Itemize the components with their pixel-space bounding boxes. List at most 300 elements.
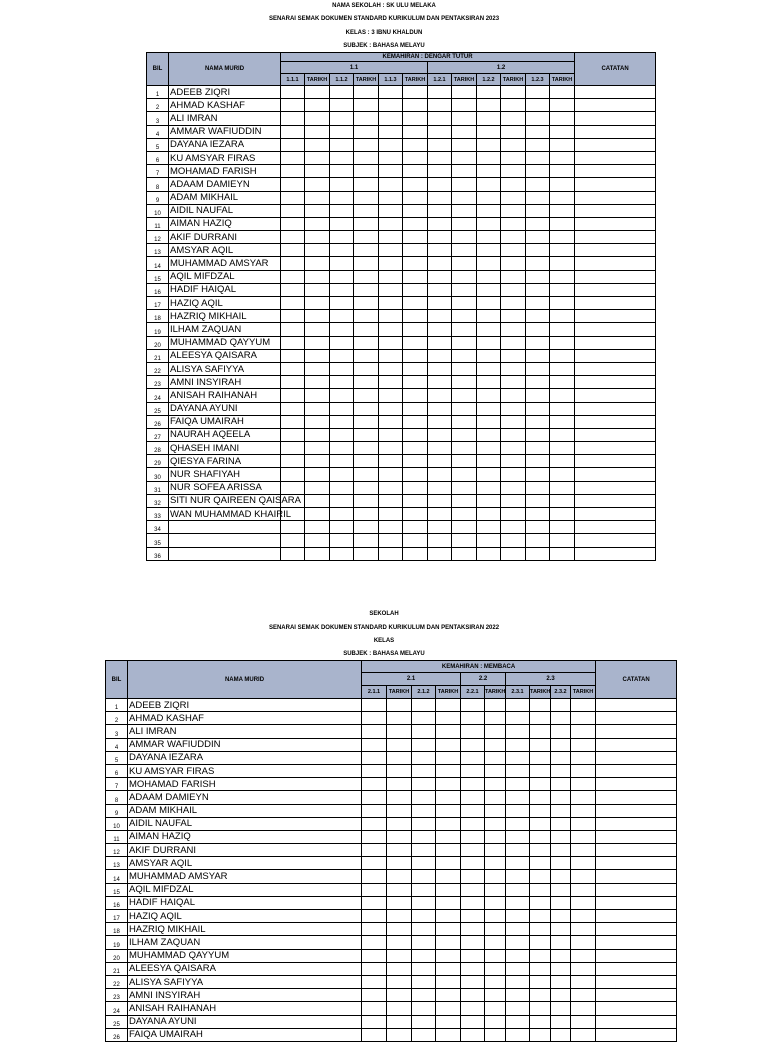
check-cell[interactable] [305,508,330,521]
check-cell[interactable] [281,151,305,164]
check-cell[interactable] [387,975,412,988]
check-cell[interactable] [571,936,596,949]
check-cell[interactable] [428,402,452,415]
check-cell[interactable] [281,283,305,296]
check-cell[interactable] [485,975,506,988]
check-cell[interactable] [412,804,436,817]
check-cell[interactable] [550,99,575,112]
catatan-cell[interactable] [575,415,656,428]
check-cell[interactable] [412,936,436,949]
check-cell[interactable] [506,857,530,870]
check-cell[interactable] [526,376,550,389]
check-cell[interactable] [379,191,403,204]
check-cell[interactable] [477,481,501,494]
check-cell[interactable] [403,336,428,349]
check-cell[interactable] [436,962,461,975]
check-cell[interactable] [530,975,551,988]
check-cell[interactable] [501,125,526,138]
check-cell[interactable] [330,125,354,138]
catatan-cell[interactable] [575,468,656,481]
check-cell[interactable] [305,112,330,125]
check-cell[interactable] [501,389,526,402]
check-cell[interactable] [452,508,477,521]
check-cell[interactable] [428,244,452,257]
check-cell[interactable] [330,99,354,112]
check-cell[interactable] [403,349,428,362]
check-cell[interactable] [362,975,387,988]
check-cell[interactable] [403,402,428,415]
check-cell[interactable] [428,86,452,99]
check-cell[interactable] [550,178,575,191]
check-cell[interactable] [477,151,501,164]
check-cell[interactable] [403,244,428,257]
check-cell[interactable] [362,1028,387,1041]
check-cell[interactable] [452,442,477,455]
check-cell[interactable] [330,165,354,178]
check-cell[interactable] [506,830,530,843]
check-cell[interactable] [526,112,550,125]
catatan-cell[interactable] [575,165,656,178]
check-cell[interactable] [477,191,501,204]
check-cell[interactable] [530,764,551,777]
check-cell[interactable] [403,376,428,389]
check-cell[interactable] [362,857,387,870]
check-cell[interactable] [412,764,436,777]
check-cell[interactable] [305,125,330,138]
check-cell[interactable] [403,389,428,402]
catatan-cell[interactable] [596,896,677,909]
check-cell[interactable] [485,962,506,975]
check-cell[interactable] [412,923,436,936]
check-cell[interactable] [506,699,530,712]
check-cell[interactable] [506,712,530,725]
check-cell[interactable] [362,949,387,962]
check-cell[interactable] [362,936,387,949]
catatan-cell[interactable] [575,547,656,560]
check-cell[interactable] [412,791,436,804]
check-cell[interactable] [506,910,530,923]
check-cell[interactable] [530,738,551,751]
check-cell[interactable] [428,191,452,204]
check-cell[interactable] [412,738,436,751]
check-cell[interactable] [530,910,551,923]
catatan-cell[interactable] [575,231,656,244]
check-cell[interactable] [485,778,506,791]
check-cell[interactable] [305,204,330,217]
check-cell[interactable] [354,231,379,244]
catatan-cell[interactable] [575,204,656,217]
check-cell[interactable] [550,442,575,455]
check-cell[interactable] [354,204,379,217]
check-cell[interactable] [477,376,501,389]
check-cell[interactable] [281,310,305,323]
check-cell[interactable] [461,712,485,725]
check-cell[interactable] [362,751,387,764]
check-cell[interactable] [551,962,571,975]
catatan-cell[interactable] [575,244,656,257]
check-cell[interactable] [550,508,575,521]
check-cell[interactable] [551,725,571,738]
check-cell[interactable] [428,494,452,507]
check-cell[interactable] [436,936,461,949]
check-cell[interactable] [412,962,436,975]
check-cell[interactable] [403,178,428,191]
check-cell[interactable] [477,389,501,402]
catatan-cell[interactable] [596,883,677,896]
check-cell[interactable] [506,975,530,988]
check-cell[interactable] [452,217,477,230]
check-cell[interactable] [501,481,526,494]
catatan-cell[interactable] [596,764,677,777]
check-cell[interactable] [281,125,305,138]
check-cell[interactable] [436,896,461,909]
check-cell[interactable] [428,468,452,481]
check-cell[interactable] [354,508,379,521]
check-cell[interactable] [530,817,551,830]
check-cell[interactable] [281,204,305,217]
check-cell[interactable] [452,362,477,375]
check-cell[interactable] [379,376,403,389]
check-cell[interactable] [461,936,485,949]
check-cell[interactable] [403,270,428,283]
check-cell[interactable] [428,125,452,138]
check-cell[interactable] [281,521,305,534]
check-cell[interactable] [412,883,436,896]
check-cell[interactable] [281,257,305,270]
check-cell[interactable] [387,764,412,777]
check-cell[interactable] [281,376,305,389]
check-cell[interactable] [571,962,596,975]
check-cell[interactable] [530,712,551,725]
check-cell[interactable] [485,1015,506,1028]
check-cell[interactable] [485,923,506,936]
check-cell[interactable] [330,547,354,560]
check-cell[interactable] [530,699,551,712]
check-cell[interactable] [530,725,551,738]
check-cell[interactable] [412,949,436,962]
check-cell[interactable] [305,178,330,191]
check-cell[interactable] [452,231,477,244]
check-cell[interactable] [403,99,428,112]
check-cell[interactable] [281,297,305,310]
check-cell[interactable] [551,923,571,936]
check-cell[interactable] [354,376,379,389]
check-cell[interactable] [550,270,575,283]
check-cell[interactable] [387,936,412,949]
catatan-cell[interactable] [575,178,656,191]
check-cell[interactable] [305,389,330,402]
check-cell[interactable] [379,125,403,138]
check-cell[interactable] [436,975,461,988]
check-cell[interactable] [461,1015,485,1028]
check-cell[interactable] [485,949,506,962]
check-cell[interactable] [412,844,436,857]
check-cell[interactable] [526,323,550,336]
check-cell[interactable] [403,442,428,455]
check-cell[interactable] [526,217,550,230]
check-cell[interactable] [452,204,477,217]
check-cell[interactable] [530,989,551,1002]
check-cell[interactable] [550,494,575,507]
check-cell[interactable] [330,415,354,428]
check-cell[interactable] [526,283,550,296]
check-cell[interactable] [530,896,551,909]
check-cell[interactable] [412,830,436,843]
check-cell[interactable] [330,231,354,244]
check-cell[interactable] [330,151,354,164]
catatan-cell[interactable] [575,125,656,138]
check-cell[interactable] [354,165,379,178]
check-cell[interactable] [436,791,461,804]
check-cell[interactable] [330,442,354,455]
check-cell[interactable] [436,764,461,777]
check-cell[interactable] [403,455,428,468]
check-cell[interactable] [281,468,305,481]
check-cell[interactable] [452,99,477,112]
catatan-cell[interactable] [596,791,677,804]
check-cell[interactable] [571,778,596,791]
check-cell[interactable] [305,349,330,362]
check-cell[interactable] [379,99,403,112]
check-cell[interactable] [526,468,550,481]
check-cell[interactable] [330,376,354,389]
check-cell[interactable] [281,442,305,455]
check-cell[interactable] [305,138,330,151]
check-cell[interactable] [330,297,354,310]
check-cell[interactable] [452,389,477,402]
check-cell[interactable] [571,844,596,857]
check-cell[interactable] [571,817,596,830]
check-cell[interactable] [452,481,477,494]
check-cell[interactable] [354,297,379,310]
check-cell[interactable] [477,297,501,310]
check-cell[interactable] [330,283,354,296]
check-cell[interactable] [379,494,403,507]
check-cell[interactable] [571,751,596,764]
check-cell[interactable] [477,402,501,415]
check-cell[interactable] [362,791,387,804]
check-cell[interactable] [506,1015,530,1028]
check-cell[interactable] [461,804,485,817]
catatan-cell[interactable] [596,923,677,936]
check-cell[interactable] [379,468,403,481]
check-cell[interactable] [330,270,354,283]
check-cell[interactable] [412,712,436,725]
check-cell[interactable] [485,699,506,712]
check-cell[interactable] [305,534,330,547]
check-cell[interactable] [501,257,526,270]
check-cell[interactable] [281,362,305,375]
check-cell[interactable] [477,442,501,455]
check-cell[interactable] [330,336,354,349]
check-cell[interactable] [506,936,530,949]
check-cell[interactable] [551,936,571,949]
check-cell[interactable] [526,297,550,310]
check-cell[interactable] [428,99,452,112]
check-cell[interactable] [403,231,428,244]
check-cell[interactable] [379,508,403,521]
check-cell[interactable] [452,297,477,310]
check-cell[interactable] [501,244,526,257]
check-cell[interactable] [530,1002,551,1015]
check-cell[interactable] [412,1028,436,1041]
check-cell[interactable] [362,830,387,843]
check-cell[interactable] [379,204,403,217]
check-cell[interactable] [362,883,387,896]
check-cell[interactable] [461,962,485,975]
check-cell[interactable] [362,989,387,1002]
check-cell[interactable] [506,962,530,975]
check-cell[interactable] [526,336,550,349]
check-cell[interactable] [428,521,452,534]
check-cell[interactable] [477,165,501,178]
check-cell[interactable] [550,310,575,323]
check-cell[interactable] [526,99,550,112]
catatan-cell[interactable] [575,151,656,164]
check-cell[interactable] [506,1028,530,1041]
check-cell[interactable] [403,323,428,336]
check-cell[interactable] [387,896,412,909]
check-cell[interactable] [379,165,403,178]
check-cell[interactable] [501,349,526,362]
catatan-cell[interactable] [596,1002,677,1015]
check-cell[interactable] [477,468,501,481]
check-cell[interactable] [477,534,501,547]
check-cell[interactable] [526,521,550,534]
catatan-cell[interactable] [596,712,677,725]
check-cell[interactable] [461,923,485,936]
check-cell[interactable] [436,778,461,791]
check-cell[interactable] [530,936,551,949]
check-cell[interactable] [362,923,387,936]
check-cell[interactable] [526,481,550,494]
check-cell[interactable] [501,138,526,151]
check-cell[interactable] [281,178,305,191]
check-cell[interactable] [305,323,330,336]
check-cell[interactable] [330,191,354,204]
check-cell[interactable] [551,1002,571,1015]
check-cell[interactable] [506,725,530,738]
check-cell[interactable] [330,455,354,468]
check-cell[interactable] [281,336,305,349]
check-cell[interactable] [281,547,305,560]
check-cell[interactable] [506,738,530,751]
check-cell[interactable] [461,883,485,896]
check-cell[interactable] [526,494,550,507]
check-cell[interactable] [551,1028,571,1041]
catatan-cell[interactable] [575,86,656,99]
check-cell[interactable] [550,283,575,296]
check-cell[interactable] [387,751,412,764]
check-cell[interactable] [403,191,428,204]
check-cell[interactable] [330,362,354,375]
check-cell[interactable] [571,1015,596,1028]
check-cell[interactable] [305,362,330,375]
check-cell[interactable] [387,804,412,817]
check-cell[interactable] [501,86,526,99]
check-cell[interactable] [485,844,506,857]
check-cell[interactable] [403,415,428,428]
check-cell[interactable] [550,336,575,349]
check-cell[interactable] [477,112,501,125]
check-cell[interactable] [387,791,412,804]
check-cell[interactable] [330,244,354,257]
check-cell[interactable] [477,521,501,534]
check-cell[interactable] [551,1015,571,1028]
check-cell[interactable] [571,830,596,843]
check-cell[interactable] [281,349,305,362]
check-cell[interactable] [485,910,506,923]
check-cell[interactable] [387,870,412,883]
check-cell[interactable] [551,764,571,777]
check-cell[interactable] [281,165,305,178]
check-cell[interactable] [461,699,485,712]
check-cell[interactable] [379,283,403,296]
check-cell[interactable] [305,270,330,283]
check-cell[interactable] [485,1002,506,1015]
check-cell[interactable] [501,151,526,164]
check-cell[interactable] [452,534,477,547]
catatan-cell[interactable] [596,975,677,988]
catatan-cell[interactable] [596,817,677,830]
check-cell[interactable] [379,244,403,257]
check-cell[interactable] [412,751,436,764]
check-cell[interactable] [485,817,506,830]
check-cell[interactable] [305,99,330,112]
check-cell[interactable] [436,989,461,1002]
check-cell[interactable] [387,1002,412,1015]
check-cell[interactable] [550,244,575,257]
check-cell[interactable] [551,857,571,870]
check-cell[interactable] [436,1002,461,1015]
check-cell[interactable] [281,99,305,112]
check-cell[interactable] [330,217,354,230]
check-cell[interactable] [461,975,485,988]
check-cell[interactable] [477,178,501,191]
check-cell[interactable] [330,86,354,99]
check-cell[interactable] [452,310,477,323]
check-cell[interactable] [330,389,354,402]
check-cell[interactable] [354,455,379,468]
check-cell[interactable] [354,349,379,362]
check-cell[interactable] [387,738,412,751]
check-cell[interactable] [379,349,403,362]
check-cell[interactable] [354,415,379,428]
catatan-cell[interactable] [575,217,656,230]
check-cell[interactable] [526,402,550,415]
check-cell[interactable] [452,547,477,560]
check-cell[interactable] [501,112,526,125]
check-cell[interactable] [550,428,575,441]
check-cell[interactable] [379,402,403,415]
check-cell[interactable] [526,138,550,151]
check-cell[interactable] [506,923,530,936]
check-cell[interactable] [461,896,485,909]
check-cell[interactable] [477,336,501,349]
check-cell[interactable] [403,217,428,230]
check-cell[interactable] [354,468,379,481]
check-cell[interactable] [403,204,428,217]
check-cell[interactable] [485,989,506,1002]
check-cell[interactable] [330,349,354,362]
check-cell[interactable] [550,521,575,534]
check-cell[interactable] [550,217,575,230]
check-cell[interactable] [485,896,506,909]
check-cell[interactable] [354,389,379,402]
check-cell[interactable] [501,376,526,389]
catatan-cell[interactable] [596,725,677,738]
check-cell[interactable] [506,817,530,830]
